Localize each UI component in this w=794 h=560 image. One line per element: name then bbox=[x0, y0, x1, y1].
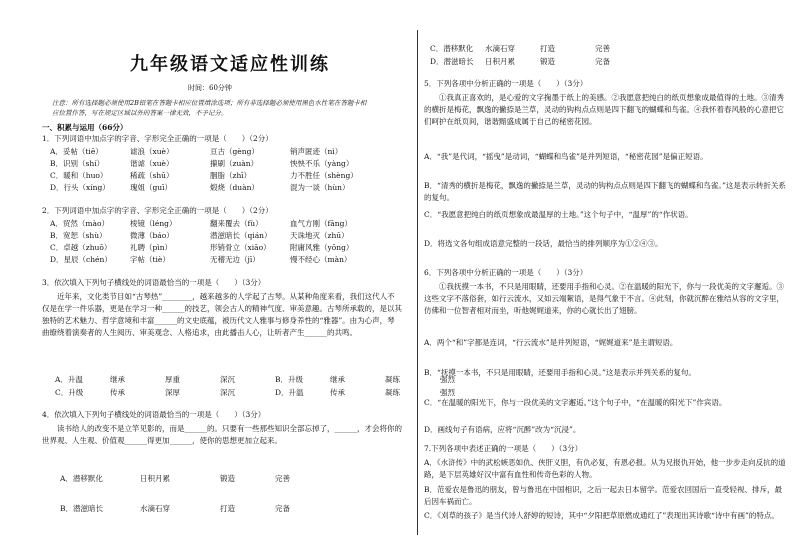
q3-options-cd: C．升级 传承 深厚 深沉 D．升温 传承 凝练 强烈 bbox=[55, 388, 455, 397]
q6-option-d: D．画线句子有语病，应将“沉醉”改为“沉浸”。 bbox=[424, 425, 581, 434]
q6-option-c: C．“在温暖的阳光下，你与一段优美的文字邂逅。”这个句子中，“在温暖的阳光下”作宾语。 bbox=[424, 398, 727, 407]
q1-row-a: A．妥帖（tiē） 谑浪（xuè） 亘古（gèng） 销声匿迹（nì） bbox=[50, 147, 343, 156]
q1-row-c: C．暖和（huo） 稀疏（shū） 胭脂（zhī） 力不胜任（shèng） bbox=[50, 171, 358, 180]
q2-row-c: C．卓越（zhuō） 礼聘（pìn） 形销骨立（xiāo） 附庸风雅（yōng） bbox=[50, 243, 354, 252]
q7-option-a: A．《水浒传》中的武松嫉恶如仇、侠肝义胆，有仇必复，有恩必报。从为兄报仇开始，他一步步走向反抗的道路，是下层英雄好汉中富有血性和传奇色彩的人物。 bbox=[424, 458, 786, 479]
page-title: 九年级语文适应性训练 bbox=[130, 54, 330, 75]
q5-option-a: A．“我”是代词，“摇曳”是动词，“蝴蝶和鸟雀”是并列短语，“秘密花园”是偏正短语。 bbox=[424, 152, 708, 161]
q1-stem: 1．下列词语中加点字的字音、字形完全正确的一项是（ ）（2分） bbox=[42, 134, 273, 143]
q3-options-ab: A．升温 继承 厚重 深沉 B．升级 继承 凝练 强烈 bbox=[55, 375, 455, 384]
q2-stem: 2．下列词语中加点字的字音、字形完全正确的一项是（ ）（2分） bbox=[42, 206, 273, 215]
q7-stem: 7.下列各项中表述正确的一项是（ ）（3分） bbox=[424, 444, 583, 453]
q3-stem: 3．依次填入下列句子横线处的词语最恰当的一项是（ ）（3分） bbox=[42, 278, 266, 287]
q5-option-c: C．“我愿意把纯白的纸页想象成最温厚的土地。”这个句子中，“温厚”的“作状语。 bbox=[424, 210, 693, 219]
q1-row-b: B．识别（shí） 谐谑（xuè） 攥刷（zuàn） 怏怏不乐（yàng） bbox=[50, 159, 354, 168]
q7-option-b: B．范爱农是鲁迅的朋友，曾与鲁迅在中国相识，之后一起去日本留学。范爱农回国后一直受轻视、排斥，最后因车祸而亡。 bbox=[424, 485, 783, 506]
column-divider bbox=[417, 30, 418, 535]
q2-row-d: D．星辰（chén） 字帖（tiè） 无稽无边（jī） 慢不经心（màn） bbox=[50, 255, 352, 264]
q4-option-d: D．潜滋暗长 日积月累 锻造 完备 bbox=[430, 57, 610, 66]
q7-option-c: C．《刈草的孩子》是当代诗人舒婷的短诗，其中“夕阳把草原燃成通红了”表现出其诗歌“诗中有画”的特点。 bbox=[424, 511, 779, 520]
q4-stem: 4．依次填入下列句子横线处的词语最恰当的一项是（ ）（3分） bbox=[42, 410, 266, 419]
q6-option-a: A．两个“和”字都是连词，“行云流水”是并列短语，“娓娓道来”是主谓短语。 bbox=[424, 338, 678, 347]
q5-option-b: B．“清秀的横折是梅花，飘逸的撇捺是兰草，灵动的钩构点点则是四下翻飞的蝴蝶和鸟雀。”这是表示转折关系的复句。 bbox=[424, 181, 786, 202]
q2-row-a: A．贸然（mào） 棱镜（léng） 翻来覆去（fù） 血气方刚（fāng） bbox=[50, 219, 352, 228]
q5-stem: 5．下列各项中分析正确的一项是（ ）（3分） bbox=[424, 79, 588, 88]
q5-passage: ①我真正喜欢的，是心爱的文字掬墨于纸上的美感。②我愿意把纯白的纸页想象成最值得的土地。③清秀的横折是梅花，飘逸的撇捺是兰草，灵动的钩构点点则是四下翻飞的蝴蝶和鸟雀。④我怀着春风般的心意把它们呵护在纸页间，谐谐黯盛成属于自己的秘密花园。 bbox=[424, 93, 784, 126]
q5-option-d: D．将选文各句组成语意完整的一段话，最恰当的排列顺序为①②④③。 bbox=[424, 239, 663, 248]
q1-row-d: D．行头（xíng） 瑰姐（guī） 煅烧（duàn） 混为一谈（hùn） bbox=[50, 183, 350, 192]
q4-option-c: C．潜移默化 水滴石穿 打造 完善 bbox=[430, 44, 610, 53]
q6-option-b: B．“抚摸一本书，不只是用眼睛，还要用手指和心灵。”这是表示并列关系的复句。 bbox=[424, 368, 696, 377]
exam-time: 时间：60分钟 bbox=[188, 84, 232, 92]
q4-passage: 读书给人的改变不是立竿见影的，而是______的。只要有一些那些知识全部忘掉了，______，才会将你的世界观、人生观、价值观______得更加______，使你的思想更加立起来。 bbox=[42, 424, 402, 445]
section-heading: 一、积累与运用（66分） bbox=[42, 123, 128, 132]
q6-passage: ①我抚摸一本书，不只是用眼睛，还要用手指和心灵。②在温暖的阳光下，你与一段优美的文字邂逅。③这些文字不落俗套，如行云流水，又如云端絮语，是得气象于不言。④此刻，你就沉醉在雅结从容的文字里，仿佛和一位智者相对而坐，听他娓娓道来，你的心就长出了翅膀。 bbox=[424, 282, 784, 315]
q3-passage: 近年来，文化类节目如“古琴热”________，越来越多的人学起了古琴。从某种角度来看，我们这代人不仅是在学一件乐器，更是在学习一种______的技艺，领会古人的精神气度、审美意趣。古琴所承载的，是以其独特的艺术魅力、哲学意境和丰富______的文史底蕴，被历代文人雅事与修身养性的“雅器”。由为心声，琴曲缭绕着演奏者的人生阅历、审美观念、人格追求，由此播击人心，让听者产生______的共鸣。 bbox=[42, 292, 402, 337]
q4-option-a: A．潜移默化 日积月累 锻造 完善 bbox=[60, 474, 290, 483]
exam-notice: 注意：所有选择题必须使用2B铅笔在答题卡相应位置填涂选项；所有非选择题必须使用黑色水性笔在答题卡相应位置作答，写在规定区域以外的答案一律无效，不予记分。 bbox=[52, 99, 367, 117]
q6-stem: 6．下列各项中分析正确的一项是（ ）（3分） bbox=[424, 268, 588, 277]
q2-row-b: B．宽恕（shù） 微薄（báo） 潜滋暗长（qián） 天诛地灭（zhū） bbox=[50, 231, 349, 240]
q4-option-b: B．潜滋暗长 水滴石穿 打造 完备 bbox=[60, 504, 290, 513]
